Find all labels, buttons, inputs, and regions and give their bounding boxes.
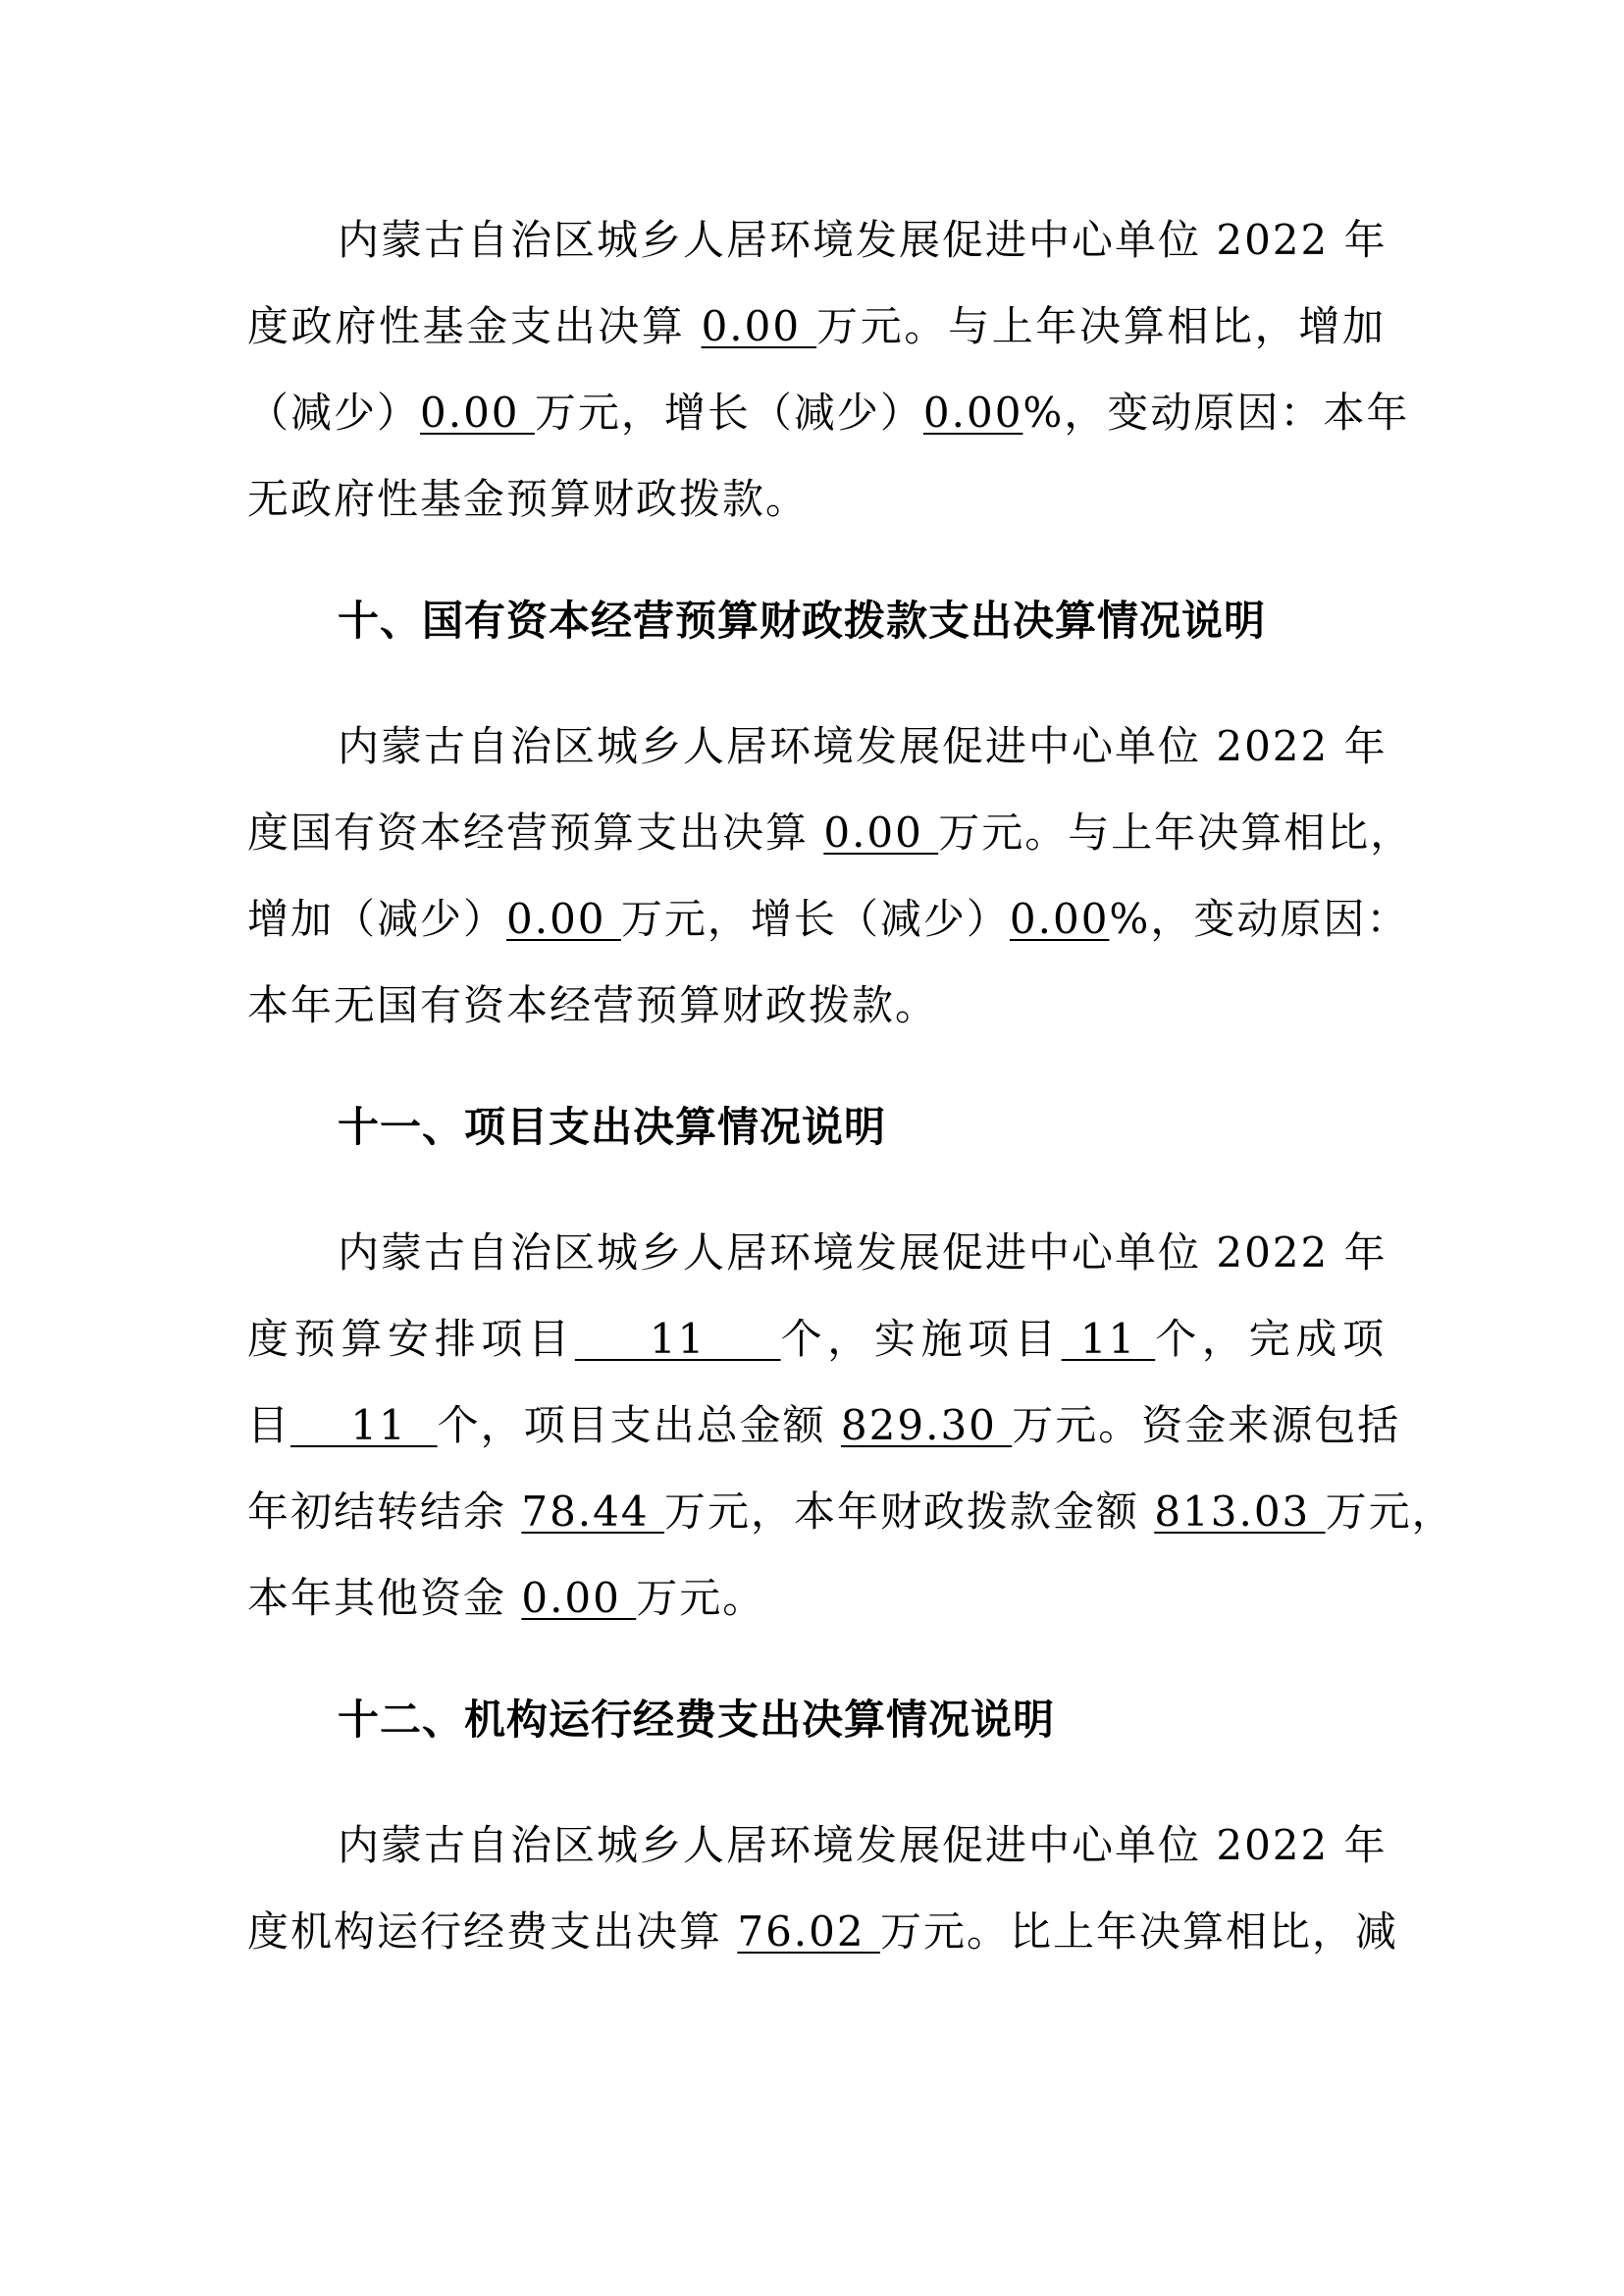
text: 万元。资金来源包括 — [1012, 1401, 1401, 1449]
section-heading-12: 十二、机构运行经费支出决算情况说明 — [338, 1696, 1056, 1744]
sec11-line-5 — [247, 1574, 1386, 1622]
percent-value: 0.00 — [1009, 895, 1110, 943]
text: 万元。与上年决算相比，增加 — [816, 302, 1386, 350]
text: （减少） — [247, 389, 421, 437]
text: 内蒙古自治区城乡人居环境发展促进中心单位 2022 年 — [338, 216, 1388, 264]
amount-value: 0.00 — [506, 895, 621, 943]
text: 度预算安排项目 — [247, 1315, 575, 1363]
text: 个，完成项 — [1155, 1315, 1386, 1363]
text: 个，实施项目 — [780, 1315, 1062, 1363]
section-heading-11: 十一、项目支出决算情况说明 — [338, 1103, 887, 1151]
amount-value: 0.00 — [420, 389, 535, 437]
count-value: 11 — [290, 1401, 438, 1449]
text: 内蒙古自治区城乡人居环境发展促进中心单位 2022 年 — [338, 1228, 1388, 1277]
percent-value: 0.00 — [922, 389, 1023, 437]
text: 无政府性基金预算财政拨款。 — [247, 475, 810, 523]
amount-value: 78.44 — [521, 1487, 664, 1536]
sec12-line-2 — [247, 1907, 1398, 1956]
text: 度国有资本经营预算支出决算 — [247, 809, 824, 857]
sec9-line-4 — [247, 475, 1386, 523]
text: 内蒙古自治区城乡人居环境发展促进中心单位 2022 年 — [338, 722, 1388, 770]
amount-value: 0.00 — [521, 1574, 637, 1622]
sec9-line-2 — [247, 302, 1386, 350]
sec12-line-1 — [338, 1821, 1388, 1869]
text: 万元。比上年决算相比，减 — [879, 1907, 1398, 1956]
text: 增加（减少） — [247, 895, 507, 943]
text: 目 — [247, 1401, 291, 1449]
amount-value: 0.00 — [701, 302, 817, 350]
text: 年初结转结余 — [247, 1487, 522, 1536]
sec11-line-4 — [247, 1487, 1455, 1536]
text: 内蒙古自治区城乡人居环境发展促进中心单位 2022 年 — [338, 1821, 1388, 1869]
text: 度机构运行经费支出决算 — [247, 1907, 738, 1956]
sec11-line-1 — [338, 1228, 1388, 1277]
count-value: 11 — [574, 1315, 781, 1363]
text: 个，项目支出总金额 — [437, 1401, 841, 1449]
text: 本年无国有资本经营预算财政拨款。 — [247, 981, 939, 1029]
amount-value: 76.02 — [737, 1907, 880, 1956]
sec9-line-1 — [338, 216, 1388, 264]
sec10-line-1 — [338, 722, 1388, 770]
text: %，变动原因：本年 — [1022, 389, 1410, 437]
count-value: 11 — [1061, 1315, 1156, 1363]
text: 万元，增长（减少） — [534, 389, 923, 437]
text: %，变动原因： — [1109, 895, 1410, 943]
text: 万元， — [1325, 1487, 1455, 1536]
amount-value: 0.00 — [823, 809, 939, 857]
amount-value: 829.30 — [840, 1401, 1013, 1449]
amount-value: 813.03 — [1154, 1487, 1326, 1536]
sec10-line-4 — [247, 981, 1386, 1029]
text: 万元。与上年决算相比， — [938, 809, 1414, 857]
sec10-line-2 — [247, 809, 1414, 857]
text: 度政府性基金支出决算 — [247, 302, 702, 350]
text: 万元。 — [636, 1574, 766, 1622]
text: 万元，本年财政拨款金额 — [663, 1487, 1155, 1536]
text: 万元，增长（减少） — [620, 895, 1010, 943]
text: 本年其他资金 — [247, 1574, 522, 1622]
sec10-line-3 — [247, 895, 1410, 943]
section-heading-10: 十、国有资本经营预算财政拨款支出决算情况说明 — [338, 597, 1267, 645]
sec9-line-3 — [247, 389, 1410, 437]
sec11-line-2 — [247, 1315, 1386, 1363]
sec11-line-3 — [247, 1401, 1401, 1449]
